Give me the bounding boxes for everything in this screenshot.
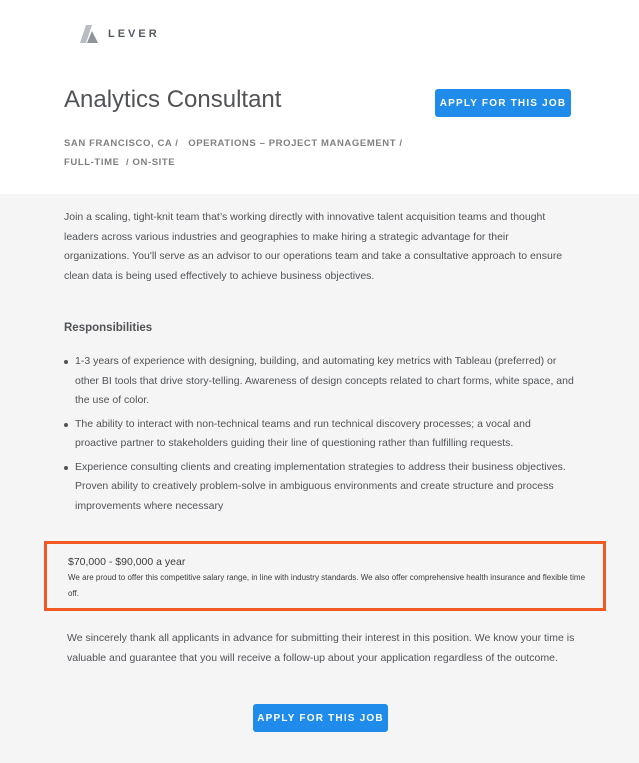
category-team: OPERATIONS – PROJECT MANAGEMENT / <box>188 138 403 149</box>
header-band <box>0 0 639 194</box>
list-item: The ability to interact with non-technical teams and run technical discovery processes; a vocal and proactive partner to stakeholders guiding their line of questioning rather than fulfilling requests. <box>64 415 574 454</box>
list-item: Experience consulting clients and creating implementation strategies to address their business objectives. Proven ability to creatively problem-solve in ambiguous environments and create structure and process improvements where necessary <box>64 458 574 517</box>
salary-highlight-box <box>44 541 606 611</box>
intro-paragraph: Join a scaling, tight-knit team that’s working directly with innovative talent acquisition teams and thought leaders across various industries and geographies to make hiring a strategic advantage for their organizations. You'll serve as an advisor to our operations team and take a consultative approach to ensure clean data is being used effectively to achieve business objectives. <box>64 211 563 282</box>
category-location: SAN FRANCISCO, CA / <box>64 138 179 149</box>
category-commitment: FULL-TIME <box>64 157 120 168</box>
job-categories <box>64 134 424 172</box>
category-workplace: / ON-SITE <box>126 157 176 168</box>
salary-range: $70,000 - $90,000 a year <box>68 556 186 568</box>
list-item: 1-3 years of experience with designing, building, and automating key metrics with Tableau (preferred) or other BI tools that drive story-telling. Awareness of design concepts related to chart forms, white space, and the use of color. <box>64 352 574 411</box>
job-description <box>64 208 574 286</box>
apply-button-top[interactable]: APPLY FOR THIS JOB <box>435 89 571 117</box>
lever-logo[interactable] <box>78 22 160 46</box>
salary-note: We are proud to offer this competitive salary range, in line with industry standards. We also offer comprehensive health insurance and flexible time off. <box>68 573 586 598</box>
closing-paragraph: We sincerely thank all applicants in advance for submitting their interest in this position. We know your time is valuable and guarantee that you will receive a follow-up about your application regardless of the outcome. <box>67 632 575 664</box>
job-title: Analytics Consultant <box>64 86 282 113</box>
responsibilities-list <box>64 352 574 520</box>
logo-text: LEVER <box>108 28 160 40</box>
responsibilities-heading: Responsibilities <box>64 322 153 334</box>
apply-button-bottom[interactable]: APPLY FOR THIS JOB <box>253 704 388 732</box>
lever-mark-icon <box>78 23 100 45</box>
